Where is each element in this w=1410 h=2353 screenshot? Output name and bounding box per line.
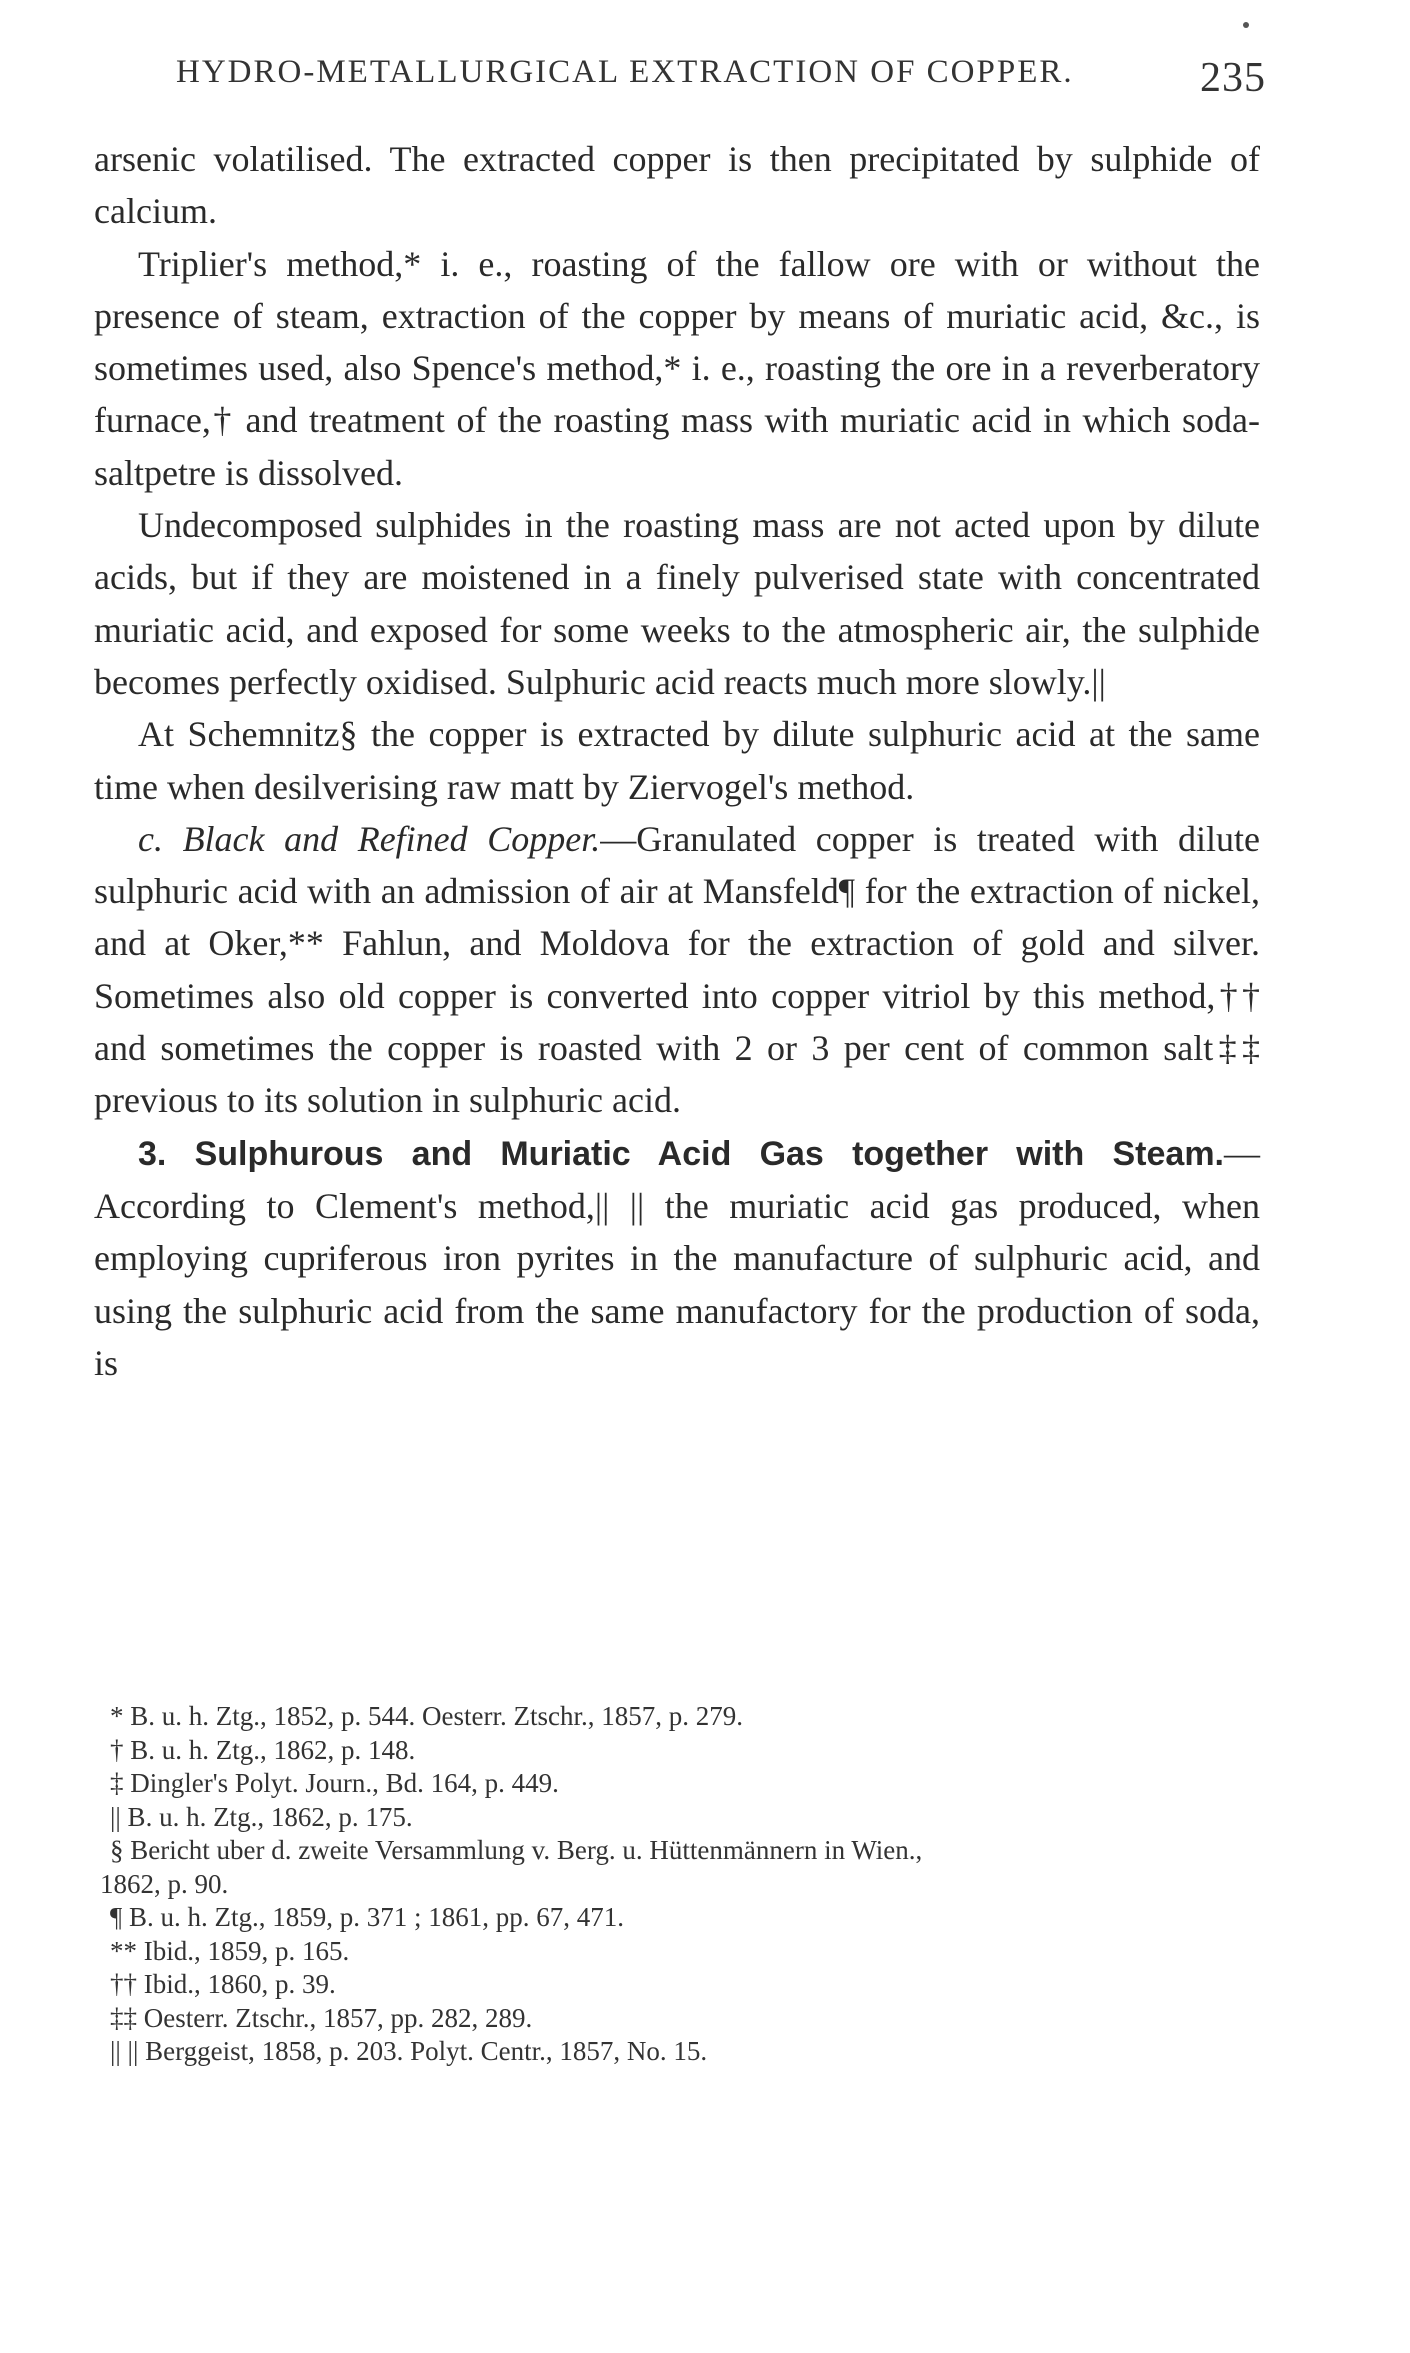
footnote: * B. u. h. Ztg., 1852, p. 544. Oesterr. Ztschr., 1857, p. 279.: [110, 1701, 743, 1731]
main-text: [94, 133, 1260, 1389]
paragraph-2: Triplier's method,* i. e., roasting of the fallow ore with or without the presence of steam, extraction of the copper by means of muriatic acid, &c., is sometimes used, also Spence's method,* i. e., roasting the ore in a reverberatory furnace,† and treatment of the roasting mass with muriatic acid in which soda-saltpetre is dissolved.: [94, 243, 1260, 493]
paragraph-6: [94, 1127, 1260, 1389]
paragraph-4: At Schemnitz§ the copper is extracted by dilute sulphuric acid at the same time when desilverising raw matt by Ziervogel's method.: [94, 714, 1260, 807]
footnote: ** Ibid., 1859, p. 165.: [110, 1935, 350, 1966]
running-title: HYDRO-METALLURGICAL EXTRACTION OF COPPER.: [176, 54, 1074, 90]
print-speck: [1243, 22, 1249, 28]
paragraph-5-text: —Granulated copper is treated with dilute sulphuric acid with an admission of air at Mansfeld¶ for the extraction of nickel, and at Oker,** Fahlun, and Moldova for the extraction of gold and silver. Sometimes also old copper is converted into copper vitriol by this method,†† and sometimes the copper is roasted with 2 or 3 per cent of common salt‡‡ previous to its solution in sulphuric acid.: [94, 818, 1260, 1121]
footnote: § Bericht uber d. zweite Versammlung v. Berg. u. Hüttenmännern in Wien.,: [110, 1835, 923, 1865]
paragraph-5: [94, 813, 1260, 1127]
footnote: ‡‡ Oesterr. Ztschr., 1857, pp. 282, 289.: [110, 2002, 533, 2033]
footnote: †† Ibid., 1860, p. 39.: [110, 1969, 336, 1999]
paragraph-6-text: —According to Clement's method,|| || the muriatic acid gas produced, when employing cupriferous iron pyrites in the manufacture of sulphuric acid, and using the sulphuric acid from the same manufactory for the production of soda, is: [94, 1132, 1260, 1383]
section-heading-black-refined-copper: c. Black and Refined Copper.: [138, 818, 601, 859]
footnotes: [100, 1700, 1270, 2069]
footnote: ‡ Dingler's Polyt. Journ., Bd. 164, p. 449.: [110, 1768, 559, 1798]
section-heading-sulphurous-muriatic: 3. Sulphurous and Muriatic Acid Gas together with Steam.: [138, 1134, 1224, 1173]
footnote: ¶ B. u. h. Ztg., 1859, p. 371 ; 1861, pp. 67, 471.: [110, 1902, 624, 1932]
paragraph-1: arsenic volatilised. The extracted copper is then precipitated by sulphide of calcium.: [94, 139, 1260, 232]
paragraph-3: Undecomposed sulphides in the roasting mass are not acted upon by dilute acids, but if they are moistened in a finely pulverised state with concentrated muriatic acid, and exposed for some weeks to the atmospheric air, the sulphide becomes perfectly oxidised. Sulphuric acid reacts much more slowly.||: [94, 505, 1260, 702]
footnote: || B. u. h. Ztg., 1862, p. 175.: [110, 1801, 413, 1832]
running-header: [176, 54, 1266, 101]
footnote: † B. u. h. Ztg., 1862, p. 148.: [110, 1734, 416, 1765]
footnote: || || Berggeist, 1858, p. 203. Polyt. Centr., 1857, No. 15.: [110, 2036, 708, 2066]
footnote-continuation: 1862, p. 90.: [100, 1868, 229, 1899]
page-number: 235: [1200, 55, 1266, 101]
